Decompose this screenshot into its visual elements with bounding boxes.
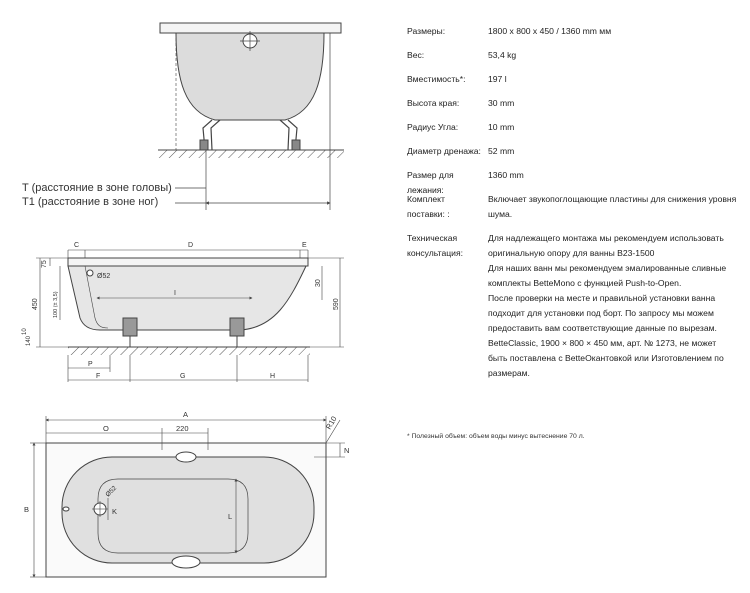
side-rim [68, 258, 308, 266]
spec-value [488, 96, 737, 111]
dim-c: C [74, 242, 80, 249]
dim-100: 100 (± 3,5) [53, 291, 59, 318]
dim-140: 140 [26, 335, 32, 346]
side-foot-right [230, 318, 244, 336]
spec-value-line: Для наших ванн мы рекомендуем эмалированные сливные комплекты BetteMono с функцией Push-to-Open. [488, 263, 727, 288]
spec-row [407, 168, 737, 195]
dim-k: K [112, 507, 118, 516]
top-bottom-handle [172, 556, 200, 568]
spec-row [407, 24, 737, 39]
spec-value [488, 72, 737, 87]
spec-value-line: 53,4 kg [488, 50, 517, 60]
spec-value-line: После проверки на месте и правильной установки ванна подходит для установки под борт. По запросу мы можем предоставить вам соответствующие данные по вырезам. [488, 293, 717, 333]
spec-row [407, 120, 737, 135]
spec-value-line: 1360 mm [488, 170, 524, 180]
spec-value [488, 192, 737, 222]
spec-value [488, 120, 737, 135]
side-view [36, 250, 344, 382]
spec-row [407, 96, 737, 111]
spec-label: Вместимость*: [407, 74, 466, 84]
spec-value-line: 10 mm [488, 122, 515, 132]
dim-75: 75 [41, 260, 48, 268]
spec-label: Диаметр дренажа: [407, 146, 481, 156]
dim-a: A [183, 410, 189, 419]
spec-row [407, 48, 737, 63]
label-t: T (расстояние в зоне головы) [22, 182, 172, 194]
spec-label: Вес: [407, 50, 425, 60]
spec-value-line: 52 mm [488, 146, 515, 156]
top-overflow-icon [176, 452, 196, 462]
dim-f: F [96, 373, 101, 380]
spec-value [488, 231, 737, 381]
dim-h: H [270, 373, 276, 380]
label-t1: T1 (расстояние в зоне ног) [22, 196, 159, 208]
dim-dia52-top: Ø52 [104, 484, 119, 499]
dim-30: 30 [315, 279, 322, 287]
front-rim [160, 23, 341, 33]
front-floor-hatch [158, 150, 344, 158]
dim-r10: R10 [323, 414, 339, 431]
spec-value-line: 30 mm [488, 98, 515, 108]
spec-value-line: Включает звукопоглощающие пластины для снижения уровня шума. [488, 194, 737, 219]
dim-o: O [103, 424, 109, 433]
spec-label: Размеры: [407, 26, 446, 36]
side-foot-left [123, 318, 137, 336]
spec-label: Размер для лежания: [407, 170, 454, 195]
side-floor-hatch [68, 347, 310, 355]
footnote: * Полезный объем: объем воды минус вытеснение 70 л. [407, 433, 585, 440]
spec-value-line: 1800 x 800 x 450 / 1360 mm мм [488, 26, 612, 36]
spec-value-line: Для надлежащего монтажа мы рекомендуем использовать оригинальную опору для ванны B23-1500 [488, 233, 724, 258]
spec-label: Комплект поставки: : [407, 194, 450, 219]
side-drain [87, 270, 93, 276]
spec-row [407, 192, 737, 222]
top-view [30, 416, 345, 577]
dim-g: G [180, 373, 186, 380]
dim-l: L [228, 512, 233, 521]
dim-220: 220 [176, 424, 189, 433]
spec-value [488, 144, 737, 159]
spec-label: Техническая консультация: [407, 233, 463, 258]
spec-value [488, 168, 737, 183]
spec-row [407, 144, 737, 159]
front-view [158, 23, 344, 210]
spec-label: Высота края: [407, 98, 460, 108]
spec-value-line: 197 l [488, 74, 507, 84]
dim-590: 590 [333, 298, 340, 310]
spec-value-line: BetteClassic, 1900 × 800 × 450 мм, арт. № 1273, не может быть поставлена с BetteОкантовкой или Изготовлением по размерам. [488, 338, 724, 378]
spec-value [488, 24, 737, 39]
dim-10: 10 [22, 328, 28, 335]
dim-n: N [344, 446, 350, 455]
spec-label: Радиус Угла: [407, 122, 459, 132]
dim-d: D [188, 242, 194, 249]
dim-450: 450 [32, 298, 39, 310]
spec-value [488, 48, 737, 63]
dim-dia52: Ø52 [97, 273, 111, 280]
dim-b: B [24, 505, 30, 514]
spec-row [407, 72, 737, 87]
dim-p: P [88, 361, 93, 368]
dim-e: E [302, 242, 307, 249]
specs-table [407, 24, 737, 390]
dim-i: I [174, 290, 176, 297]
spec-row [407, 231, 737, 381]
